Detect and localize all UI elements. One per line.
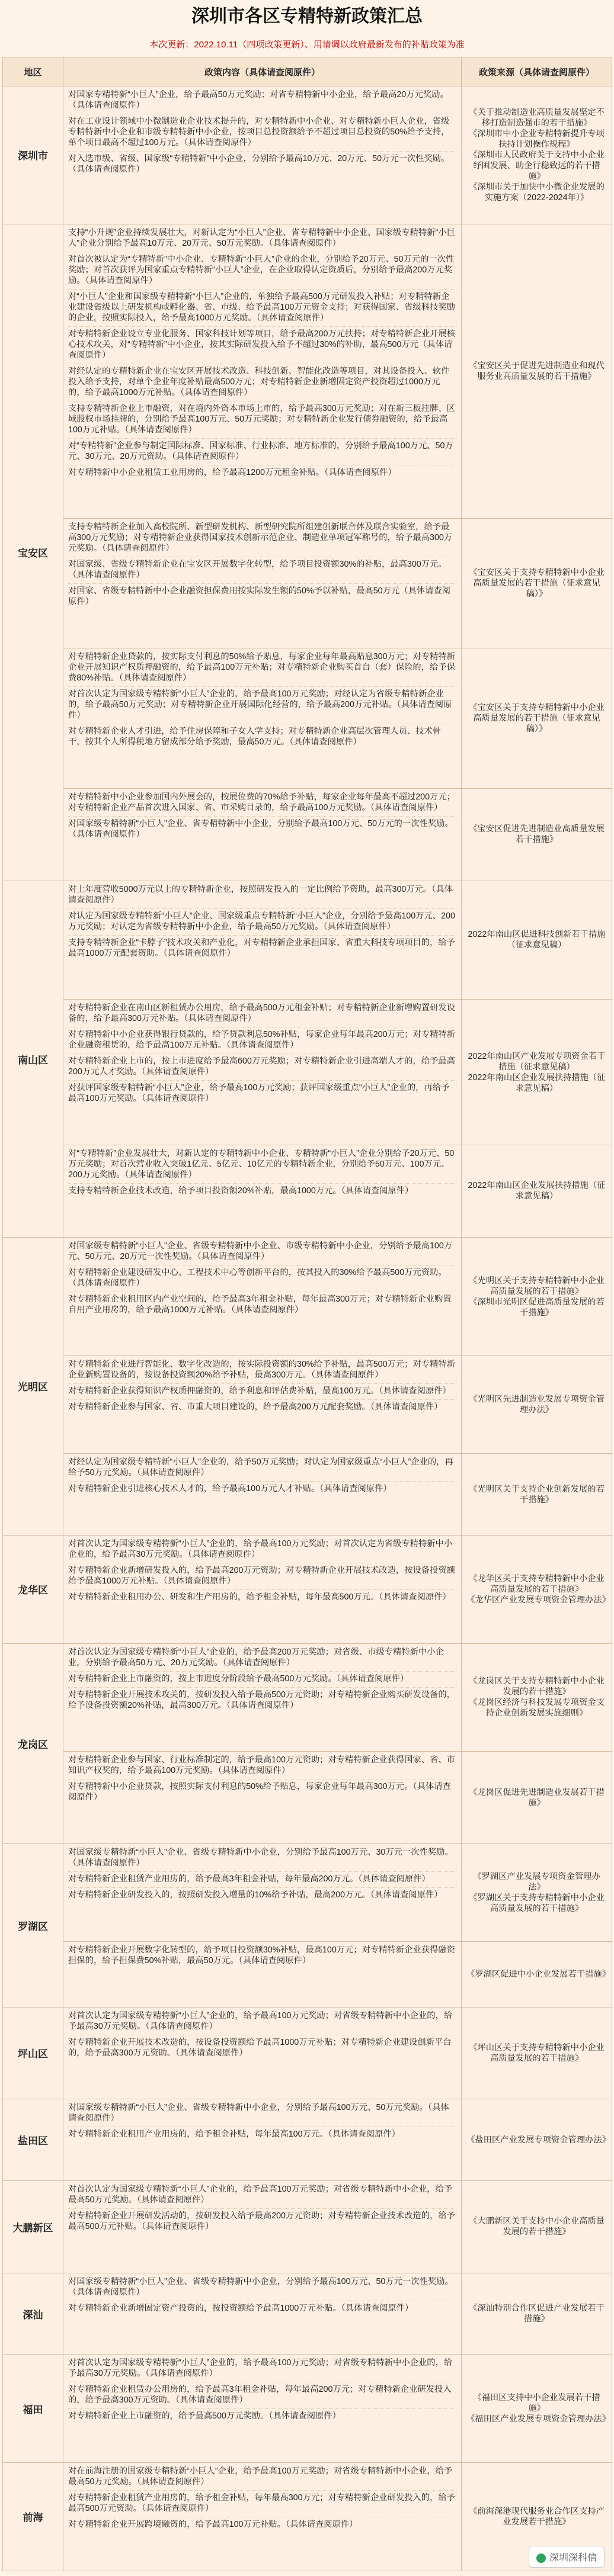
policy-source-cell: 2022年南山区产业发展专项资金若干措施（征求意见稿） 2022年南山区企业发展扶持措施（征求意见稿） <box>462 1000 612 1145</box>
policy-item: 对专精特新企业参与国家、行业标准制定的，给予最高100万元资助；对专精特新企业获得国家、省、市知识产权奖的，给予最高100万元奖励。（具体请查阅原件） <box>68 1753 456 1780</box>
policy-item: 对国家、省级专精特新中小企业融资担保费用按实际发生额的50%予以补贴，最高50万元（具体请查阅原件） <box>68 586 450 607</box>
policy-item: 对国家级专精特新“小巨人”企业、省级专精特新中小企业，分别给予最高100万元、50万元一次性奖励。（具体请查阅原件） <box>68 2275 456 2301</box>
region-cell: 盐田区 <box>3 2099 63 2181</box>
table-row <box>3 1145 612 1238</box>
table-header-row <box>3 57 612 86</box>
policy-item: 支持专精特新企业加入高校院所、新型研发机构、新型研究院所组建创新联合体及联合实验室，给予最高300万元奖励；对专精特新企业获得国家技术创新示范企业、制造业单项冠军称号的，给予最高300万元奖励。（具体请查阅原件） <box>68 520 456 557</box>
policy-content-cell <box>63 2180 462 2273</box>
table-row <box>3 2180 612 2273</box>
table-row <box>3 1941 612 2007</box>
policy-source-cell: 《宝安区关于支持专精特新中小企业高质量发展的若干措施（征求意见稿）》 <box>462 648 612 789</box>
table-row <box>3 519 612 648</box>
policy-source-cell: 2022年南山区促进科技创新若干措施（征求意见稿） <box>462 881 612 1000</box>
policy-item: 对专精特新企业上市的，按上市进度给予最高600万元奖励；对专精特新企业引进高端人才的，给予最高200万元人才奖励。（具体请查阅原件） <box>68 1054 456 1081</box>
policy-source-cell: 《光明区关于支持企业创新发展的若干措施》 <box>462 1454 612 1536</box>
policy-item: 对获评国家级专精特新“小巨人”企业，给予最高100万元奖励；获评国家级重点“小巨人”企业的，再给予最高100万元奖励。（具体请查阅原件） <box>68 1083 450 1104</box>
table-row <box>3 224 612 519</box>
policy-item: 对专精特新企业租赁产业用房的，给予最高3年租金补贴，每年最高200万元。（具体请查阅原件） <box>68 1872 456 1888</box>
region-cell: 南山区 <box>3 881 63 1237</box>
policy-source-cell: 《罗湖区产业发展专项资金管理办法》 《罗湖区关于支持专精特新中小企业高质量发展的若干措施》 <box>462 1844 612 1942</box>
region-cell: 大鹏新区 <box>3 2180 63 2273</box>
policy-content-cell <box>63 2273 462 2355</box>
policy-source-cell: 《宝安区关于支持专精特新中小企业高质量发展的若干措施（征求意见稿）》 <box>462 519 612 648</box>
policy-content-cell <box>63 1000 462 1145</box>
policy-item: 对国家级专精特新“小巨人”企业、省级专精特新中小企业、市级专精特新中小企业，分别给予最高100万元、50万元、20万元一次性奖励。（具体请查阅原件） <box>68 1239 456 1265</box>
table-row <box>3 2355 612 2463</box>
policy-content-cell <box>63 1237 462 1356</box>
watermark-text: 深圳深科信 <box>549 2553 597 2563</box>
policy-content-cell <box>63 1535 462 1643</box>
policy-item: 支持专精特新企业“卡脖子”技术攻关和产业化，对专精特新企业承担国家、省重大科技专项项目的，给予最高1000万元配套资助。（具体请查阅原件） <box>68 937 455 958</box>
table-row <box>3 1643 612 1752</box>
policy-item: 对专精特新企业租用办公、研发和生产用房的，给予租金补贴，每年最高500万元。（具体请查阅原件） <box>68 1592 451 1602</box>
policy-item: 对专精特新企业引进核心技术人才的，给予最高100万元人才补贴。（具体请查阅原件） <box>68 1484 392 1494</box>
policy-item: 对在前海注册的国家级专精特新“小巨人”企业，给予最高100万元奖励；对省级专精特新中小企业，给予最高50万元奖励。（具体请查阅原件） <box>68 2464 456 2491</box>
policy-content-cell <box>63 2463 462 2571</box>
region-cell: 罗湖区 <box>3 1844 63 2007</box>
region-cell: 前海 <box>3 2463 63 2571</box>
policy-item: 对“专精特新”企业参与制定国际标准、国家标准、行业标准、地方标准的，分别给予最高100万元、50万元、30万元、20万元资助。（具体请查阅原件） <box>68 439 456 465</box>
column-header-region: 地区 <box>3 57 63 86</box>
policy-item: 对专精特新企业获得知识产权质押融资的，给予利息和评估费补贴，最高100万元。（具体请查阅原件） <box>68 1384 456 1400</box>
policy-content-cell <box>63 881 462 1000</box>
wechat-icon <box>536 2553 546 2563</box>
page-title: 深圳市各区专精特新政策汇总 <box>191 7 423 26</box>
policy-source-cell: 《坪山区关于支持专精特新中小企业高质量发展的若干措施》 <box>462 2007 612 2099</box>
policy-content-cell <box>63 1752 462 1844</box>
policy-item: 对经认定的专精特新企业在宝安区开展技术改造、科技创新、智能化改造等项目，对其设备投入、软件投入给予支持，对单个企业年度补贴最高500万元；对专精特新企业新增固定资产投资超过1000万元的，给予最高1000万元补贴。（具体请查阅原件） <box>68 364 456 402</box>
policy-content-cell <box>63 1941 462 2007</box>
policy-item: 对上年度营收5000万元以上的专精特新企业，按照研发投入的一定比例给予资助，最高300万元。（具体请查阅原件） <box>68 882 456 909</box>
policy-source-cell: 《龙华区关于支持专精特新中小企业高质量发展的若干措施》 《龙华区产业发展专项资金管理办法》 <box>462 1535 612 1643</box>
table-row <box>3 1454 612 1536</box>
table-row <box>3 2463 612 2571</box>
policy-source-cell: 《罗湖区促进中小企业发展若干措施》 <box>462 1941 612 2007</box>
region-cell: 深汕 <box>3 2273 63 2355</box>
region-cell: 龙岗区 <box>3 1643 63 1843</box>
policy-item: 对专精特新企业租赁产业用房的，给予租金补贴，每年最高300万元；对专精特新企业研发投入的，给予最高500万元资助。（具体请查阅原件） <box>68 2491 456 2517</box>
table-row <box>3 648 612 789</box>
table-row <box>3 86 612 224</box>
policy-content-cell <box>63 2099 462 2181</box>
policy-item: 支持专精特新企业上市融资，对在境内外资本市场上市的，给予最高300万元奖励；对在新三板挂牌、区域股权市场挂牌的，分别给予最高100万元、50万元奖励；对专精特新企业发行债券融资的，给予最高100万元补贴。（具体请查阅原件） <box>68 402 456 439</box>
policy-item: 对首次认定为国家级专精特新“小巨人”企业的，给予最高100万元奖励；对省级专精特新中小企业的，给予最高30万元奖励。（具体请查阅原件） <box>68 2009 456 2035</box>
policy-item: 对“专精特新”企业发展壮大，对新认定的专精特新中小企业、专精特新“小巨人”企业分别给予20万元、50万元奖励；对首次营业收入突破1亿元、5亿元、10亿元的专精特新企业，分别给予50万元、100万元、200万元奖励。（具体请查阅原件） <box>68 1146 456 1184</box>
watermark <box>529 2546 605 2568</box>
table-row <box>3 1000 612 1145</box>
policy-item: 对专精特新企业开展研发活动的，按研发投入给予最高200万元资助；对专精特新企业技术改造的，给予最高500万元补贴。（具体请查阅原件） <box>68 2211 455 2231</box>
table-row <box>3 1535 612 1643</box>
region-cell: 福田 <box>3 2355 63 2463</box>
policy-table <box>2 57 612 2571</box>
policy-item: 对专精特新企业租用区内产业空间的，给予最高3年租金补贴，每年最高300万元；对专精特新企业购置自用产业用房的，给予最高1000万元补贴。（具体请查阅原件） <box>68 1294 452 1315</box>
policy-content-cell <box>63 1844 462 1942</box>
policy-content-cell <box>63 2007 462 2099</box>
policy-item: 对专精特新中小企业租赁工业用房的，给予最高1200万元租金补贴。（具体请查阅原件） <box>68 467 396 477</box>
policy-item: 对专精特新企业上市融资的，按上市进度分阶段给予最高500万元奖励。（具体请查阅原件） <box>68 1672 456 1688</box>
column-header-source: 政策来源（具体请查阅原件） <box>462 57 612 86</box>
policy-item: 支持专精特新企业技术改造，给予项目投资额20%补贴，最高1000万元。（具体请查阅原件） <box>68 1186 414 1196</box>
table-row <box>3 1356 612 1454</box>
policy-item: 对首次认定为国家级专精特新“小巨人”企业的，给予最高200万元奖励；对省级、市级专精特新中小企业，分别给予最高50万元、20万元奖励。（具体请查阅原件） <box>68 1645 456 1672</box>
policy-item: 对首次被认定为“专精特新”中小企业、专精特新“小巨人”企业的企业，分别给予20万元、50万元的一次性奖励；对首次获评为国家重点专精特新“小巨人”企业，在企业取得认定资质后，分别给予最高200万元奖励。（具体请查阅原件） <box>68 252 456 290</box>
policy-content-cell <box>63 2355 462 2463</box>
region-cell: 光明区 <box>3 1237 63 1535</box>
policy-item: 对专精特新企业进行智能化、数字化改造的，按实际投资额的30%给予补贴，最高500万元；对专精特新企业新购置设备的，按设备投资额20%给予补贴，最高300万元。（具体请查阅原件） <box>68 1357 456 1384</box>
table-row <box>3 2099 612 2181</box>
policy-content-cell <box>63 86 462 224</box>
policy-item: 对专精特新企业在南山区新租赁办公用房，给予最高500万元租金补贴；对专精特新企业新增购置研发设备的，给予最高300万元补贴。（具体请查阅原件） <box>68 1001 456 1027</box>
table-row <box>3 1844 612 1942</box>
policy-item: 对经认定为国家级专精特新“小巨人”企业的，给予50万元奖励；对认定为国家级重点“小巨人”企业的，再给予50万元奖励。（具体请查阅原件） <box>68 1455 456 1482</box>
policy-content-cell <box>63 1356 462 1454</box>
policy-item: 对在工业设计领域中小微制造业企业技术提升的，对专精特新中小企业、对专精特新小巨人企业，省级专精特新中小企业和市级专精特新中小企业，按项目总投资额给予不超过项目总投资的50%给予支持，单个项目最高不超过100万元。（具体请查阅原件） <box>68 114 456 152</box>
table-row <box>3 1752 612 1844</box>
policy-item: 对首次认定为国家级专精特新“小巨人”企业的，给予最高100万元奖励；对省级专精特新中小企业的，给予最高30万元奖励。（具体请查阅原件） <box>68 2356 456 2382</box>
policy-source-cell: 《宝安区关于促进先进制造业和现代服务业高质量发展的若干措施》 <box>462 224 612 519</box>
region-cell: 深圳市 <box>3 86 63 224</box>
policy-item: 对专精特新中小企业获得银行贷款的，给予贷款利息50%补贴，每家企业每年最高200万元；对专精特新企业融资租赁的，给予最高100万元补贴。（具体请查阅原件） <box>68 1027 456 1054</box>
policy-item: 对专精特新企业开展技术改造的，按设备投资额给予最高1000万元补贴；对专精特新企业建设创新平台的，给予最高300万元资助。（具体请查阅原件） <box>68 2037 452 2058</box>
policy-item: 对专精特新企业贷款的，按实际支付利息的50%给予贴息，每家企业每年最高贴息300万元；对专精特新企业开展知识产权质押融资的，给予最高100万元补贴；对专精特新企业购买首台（套）保险的，给予保费80%补贴。（具体请查阅原件） <box>68 650 456 687</box>
policy-content-cell <box>63 519 462 648</box>
policy-source-cell: 《龙岗区促进先进制造业发展若干措施》 <box>462 1752 612 1844</box>
table-row <box>3 788 612 881</box>
policy-content-cell <box>63 788 462 881</box>
policy-item: 支持“小升规”企业持续发展壮大，对新认定为“小巨人”企业、省专精特新中小企业、国家级专精特新“小巨人”企业分别给予最高10万元、20万元、50万元奖励。（具体请查阅原件） <box>68 226 456 252</box>
policy-item: 对国家级、省级专精特新企业在宝安区开展数字化转型，给予项目投资额30%的补贴，最高300万元。（具体请查阅原件） <box>68 557 456 584</box>
policy-item: 对国家级专精特新“小巨人”企业、省专精特新中小企业，分别给予最高100万元、50万元的一次性奖励。（具体请查阅原件） <box>68 818 453 839</box>
policy-source-cell: 《大鹏新区关于支持中小企业高质量发展的若干措施》 <box>462 2180 612 2273</box>
policy-item: 对专精特新企业新增固定资产投资的，按投资额给予最高1000万元补贴。（具体请查阅原件） <box>68 2303 414 2313</box>
policy-item: 对首次认定为国家级专精特新“小巨人”企业的，给予最高100万元奖励；对首次认定为省级专精特新中小企业的，给予最高30万元奖励。（具体请查阅原件） <box>68 1537 456 1563</box>
policy-content-cell <box>63 1643 462 1752</box>
policy-item: 对专精特新中小企业贷款，按照实际支付利息的50%给予贴息，每家企业每年最高300万元。（具体请查阅原件） <box>68 1782 451 1803</box>
policy-source-cell: 2022年南山区企业发展扶持措施（征求意见稿） <box>462 1145 612 1238</box>
policy-content-cell <box>63 1145 462 1238</box>
policy-item: 对国家专精特新“小巨人”企业，给予最高50万元奖励；对省专精特新中小企业，给予最高20万元奖励。（具体请查阅原件） <box>68 88 456 114</box>
column-header-content: 政策内容（具体请查阅原件） <box>63 57 462 86</box>
policy-item: 对专精特新企业开展跨境融资的，给予最高100万元补贴。（具体请查阅原件） <box>68 2520 358 2530</box>
policy-item: 对专精特新企业新增研发投入的，给予最高200万元资助；对专精特新企业开展技术改造，按设备投资额给予最高1000万元补贴。（具体请查阅原件） <box>68 1563 456 1590</box>
policy-item: 对认定为国家级专精特新“小巨人”企业、国家级重点专精特新“小巨人”企业，分别给予最高100万元、200万元奖励；对认定为省级专精特新中小企业，给予最高50万元奖励。（具体请查阅原件） <box>68 909 456 936</box>
policy-item: 对专精特新企业人才引进，给予住房保障和子女入学支持；对专精特新企业高层次管理人员、技术骨干，按其个人所得税地方留成部分给予奖励，最高50万元。（具体请查阅原件） <box>68 727 442 747</box>
policy-source-cell: 《光明区关于支持专精特新中小企业高质量发展的若干措施》 《深圳市光明区促进高质量发展的若干措施》 <box>462 1237 612 1356</box>
policy-item: 对专精特新企业设立专业化服务、国家科技计划等项目，给予最高200万元扶持；对专精特新企业开展核心技术攻关，对“专精特新”中小企业，按其实际研发投入给予不超过30%的补助，最高500万元（具体请查阅原件） <box>68 327 456 364</box>
table-row <box>3 2007 612 2099</box>
table-row <box>3 2273 612 2355</box>
policy-item: 对专精特新企业研发投入的，按照研发投入增量的10%给予补贴，最高200万元。（具体请查阅原件） <box>68 1890 443 1900</box>
policy-item: 对入选市级、省级、国家级“专精特新”中小企业，分别给予最高10万元、20万元、50万元一次性奖励。（具体请查阅原件） <box>68 154 450 174</box>
policy-content-cell <box>63 648 462 789</box>
policy-item: 对专精特新企业租用产业用房的，给予租金补贴，每年最高100万元。（具体请查阅原件） <box>68 2129 400 2140</box>
policy-item: 对专精特新中小企业参加国内外展会的，按展位费的70%给予补贴，每家企业每年最高不超过200万元；对专精特新企业产品首次进入国家、省、市采购目录的，给予最高100万元奖励。（具体请查阅原件） <box>68 790 456 817</box>
region-cell: 龙华区 <box>3 1535 63 1643</box>
policy-item: 对国家级专精特新“小巨人”企业、省级专精特新中小企业，分别给予最高100万元、50万元奖励。（具体请查阅原件） <box>68 2100 456 2127</box>
policy-item: 对专精特新企业开展数字化转型的，给予项目投资额30%补贴，最高100万元；对专精特新企业获得融资担保的，给予担保费50%补贴，最高50万元。（具体请查阅原件） <box>68 1945 455 1965</box>
policy-item: 对国家级专精特新“小巨人”企业、省级专精特新中小企业，分别给予最高100万元、30万元一次性奖励。（具体请查阅原件） <box>68 1845 456 1872</box>
policy-item: 对首次认定为国家级专精特新“小巨人”企业的，给予最高100万元奖励；对经认定为省级专精特新企业的，给予最高50万元奖励；对专精特新企业开展国际化经营的，给予最高200万元补贴。（具体请查阅原件） <box>68 687 456 724</box>
policy-item: 对专精特新企业参与国家、省、市重大项目建设的，给予最高200万元配套奖励。（具体请查阅原件） <box>68 1402 443 1412</box>
policy-item: 对专精特新企业上市融资的，给予最高500万元奖励。（具体请查阅原件） <box>68 2411 341 2421</box>
policy-item: 对“小巨人”企业和国家级专精特新“小巨人”企业的，单独给予最高500万元研发投入补贴；对专精特新企业建设省级以上研发机构或孵化器、省、市级、给予最高100万元资金支持；对获得国家、省级科技奖励的企业，按照实际投入，给予最高1000万元奖励。（具体请查阅原件） <box>68 290 456 327</box>
region-cell: 宝安区 <box>3 224 63 881</box>
update-note: 本次更新：2022.10.11（四项政策更新）、用请调以政府最新发布的补贴政策为准 <box>149 40 465 50</box>
table-row <box>3 881 612 1000</box>
policy-source-cell: 《宝安区促进先进制造业高质量发展若干措施》 <box>462 788 612 881</box>
region-cell: 坪山区 <box>3 2007 63 2099</box>
policy-source-cell: 《龙岗区关于支持专精特新中小企业发展的若干措施》 《龙岗区经济与科技发展专项资金支持企业创新发展实施细则》 <box>462 1643 612 1752</box>
policy-source-cell: 《福田区支持中小企业发展若干措施》 《福田区产业发展专项资金管理办法》 <box>462 2355 612 2463</box>
table-row <box>3 1237 612 1356</box>
policy-item: 对专精特新企业建设研发中心、工程技术中心等创新平台的，按其投入的30%给予最高500万元资助。（具体请查阅原件） <box>68 1265 456 1292</box>
policy-source-cell: 《深汕特别合作区促进产业发展若干措施》 <box>462 2273 612 2355</box>
policy-source-cell: 《盐田区产业发展专项资金管理办法》 <box>462 2099 612 2181</box>
table-body <box>3 86 612 2571</box>
policy-item: 对首次认定为国家级专精特新“小巨人”企业的，给予最高100万元奖励；对省级专精特新中小企业，给予最高50万元奖励。（具体请查阅原件） <box>68 2182 456 2209</box>
policy-item: 对专精特新企业租赁办公用房的，给予最高3年租金补贴，每年最高200万元；对专精特新企业研发投入的，给予最高300万元资助。（具体请查阅原件） <box>68 2382 456 2409</box>
policy-content-cell <box>63 1454 462 1536</box>
policy-source-cell: 《前海深港现代服务业合作区支持产业发展若干措施》 <box>462 2463 612 2571</box>
policy-item: 对专精特新企业开展技术攻关的，按研发投入给予最高500万元资助；对专精特新企业购买研发设备的，给予设备投资额20%补贴，最高300万元。（具体请查阅原件） <box>68 1690 455 1710</box>
policy-content-cell <box>63 224 462 519</box>
policy-source-cell: 《关于推动制造业高质量发展坚定不移打造制造强市的若干措施》 《深圳市中小企业专精特新提升专项扶持计划操作规程》 《深圳市人民政府关于支持中小企业纾困发展、助企行稳致远的若干措施》 《深圳市关于加快中小微企业发展的实施方案（2022-2024年）》 <box>462 86 612 224</box>
policy-source-cell: 《光明区先进制造业发展专项资金管理办法》 <box>462 1356 612 1454</box>
